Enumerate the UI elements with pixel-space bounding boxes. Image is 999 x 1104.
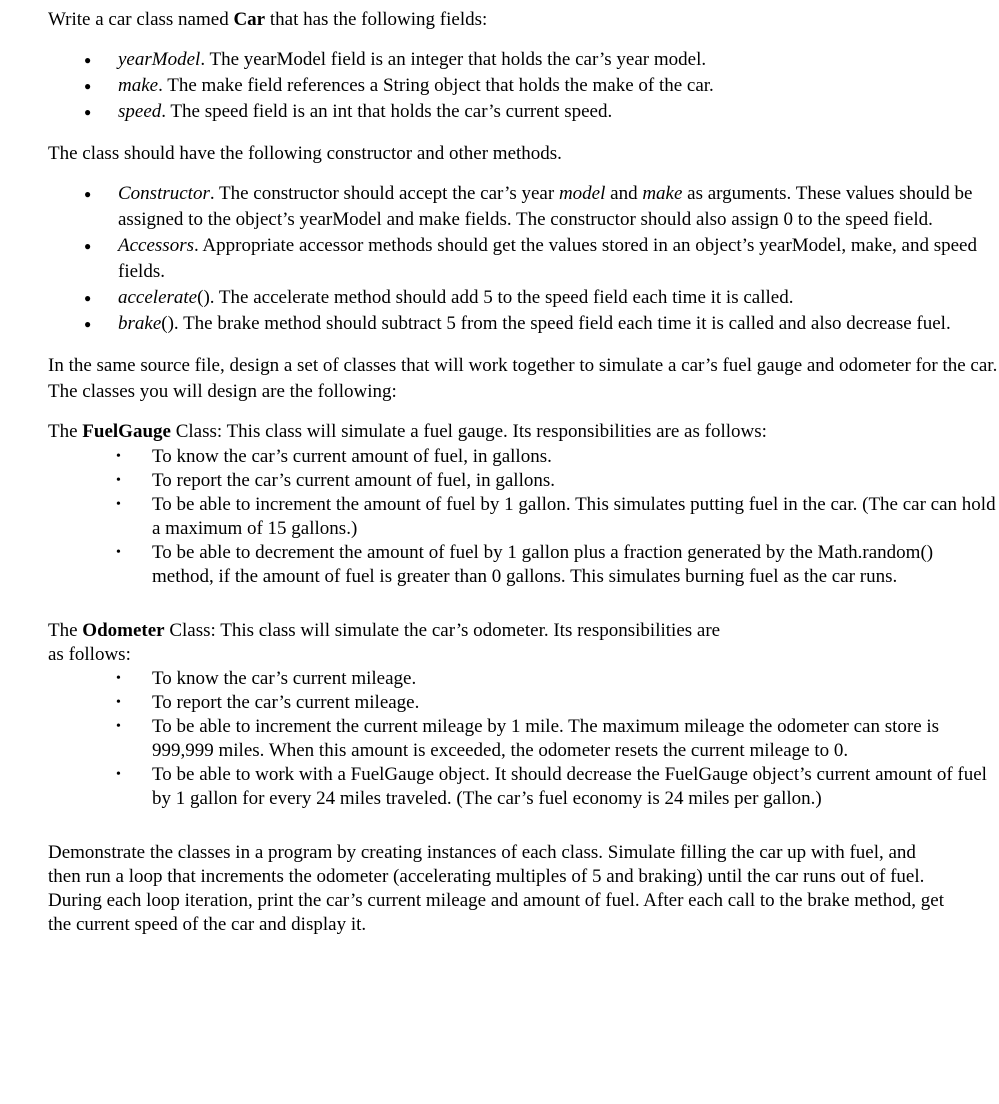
method-text: (). The brake method should subtract 5 from the speed field each time it is called and also decrease fuel.: [161, 313, 951, 334]
bullet: ●: [84, 317, 92, 331]
method-item-accelerate: [48, 285, 999, 311]
bullet: •: [116, 497, 121, 512]
bullet: ●: [84, 187, 92, 201]
method-item-accessors: [48, 233, 999, 285]
field-item-yearmodel: [48, 47, 999, 73]
field-term: speed: [118, 101, 162, 122]
intro-text: Write a car class named: [48, 9, 234, 30]
fuelgauge-list: [48, 445, 999, 589]
method-term: Accessors: [118, 235, 194, 256]
bullet: •: [116, 767, 121, 782]
odometer-item: [48, 763, 999, 811]
field-item-make: [48, 73, 999, 99]
method-text: . The constructor should accept the car’s year: [209, 183, 559, 204]
design-intro: In the same source file, design a set of classes that will work together to simulate a car’s fuel gauge and odometer for the car. The classes you will design are the following:: [48, 355, 998, 402]
field-term: make: [118, 75, 159, 96]
bullet: •: [116, 473, 121, 488]
method-text: as arguments. These values should be assigned to the object’s yearModel and make fields. The constructor should also assign 0 to the speed field.: [118, 183, 973, 230]
bullet: ●: [84, 105, 92, 119]
method-item-constructor: [48, 181, 999, 233]
odometer-class-name: Odometer: [82, 620, 165, 641]
heading-text-end: Class: This class will simulate a fuel gauge. Its responsibilities are as follows:: [170, 421, 767, 442]
bullet: ●: [84, 79, 92, 93]
odometer-heading: [48, 619, 999, 667]
item-text: To be able to decrement the amount of fuel by 1 gallon plus a fraction generated by the Math.random() method, if the amount of fuel is greater than 0 gallons. This simulates burning fuel as the car runs.: [152, 542, 934, 587]
field-item-speed: [48, 99, 999, 125]
field-term: yearModel: [118, 49, 201, 70]
bullet: ●: [84, 291, 92, 305]
heading-text-continued: as follows:: [48, 644, 131, 665]
method-text: and: [605, 183, 643, 204]
odometer-item: [48, 715, 999, 763]
odometer-item: [48, 691, 999, 715]
method-text: (). The accelerate method should add 5 to the speed field each time it is called.: [197, 287, 794, 308]
fuelgauge-heading: [48, 419, 999, 445]
item-text: To be able to increment the amount of fuel by 1 gallon. This simulates putting fuel in the car. (The car can hold a maximum of 15 gallons.): [152, 494, 996, 539]
fuelgauge-item: [48, 541, 999, 589]
heading-text: The: [48, 620, 83, 641]
item-text: To be able to work with a FuelGauge object. It should decrease the FuelGauge object’s current amount of fuel by 1 gallon for every 24 miles traveled. (The car’s fuel economy is 24 miles per gallon.): [152, 764, 987, 809]
bullet: •: [116, 719, 121, 734]
demo-paragraph: Demonstrate the classes in a program by creating instances of each class. Simulate filling the car up with fuel, and then run a loop that increments the odometer (accelerating multiples of 5 and braking) until the car runs out of fuel. During each loop iteration, print the car’s current mileage and amount of fuel. After each call to the brake method, get the current speed of the car and display it.: [48, 842, 945, 935]
intro-text-end: that has the following fields:: [265, 9, 488, 30]
odometer-list: [48, 667, 999, 811]
item-text: To know the car’s current amount of fuel, in gallons.: [152, 446, 552, 467]
heading-text: The: [48, 421, 83, 442]
bullet: ●: [84, 239, 92, 253]
odometer-item: [48, 667, 999, 691]
fuelgauge-item: [48, 493, 999, 541]
method-item-brake: [48, 311, 999, 337]
item-text: To know the car’s current mileage.: [152, 668, 417, 689]
method-term: brake: [118, 313, 162, 334]
field-description: . The yearModel field is an integer that holds the car’s year model.: [200, 49, 707, 70]
fuelgauge-item: [48, 469, 999, 493]
item-text: To report the car’s current amount of fuel, in gallons.: [152, 470, 555, 491]
bullet: •: [116, 695, 121, 710]
intro-paragraph: [48, 7, 999, 33]
item-text: To report the car’s current mileage.: [152, 692, 420, 713]
methods-intro: The class should have the following constructor and other methods.: [48, 143, 562, 164]
method-term: accelerate: [118, 287, 198, 308]
bullet: •: [116, 671, 121, 686]
fuelgauge-item: [48, 445, 999, 469]
method-term-model: model: [558, 183, 606, 204]
field-description: . The speed field is an int that holds the car’s current speed.: [161, 101, 613, 122]
car-class-name: Car: [233, 9, 266, 30]
method-text: . Appropriate accessor methods should get the values stored in an object’s yearModel, make, and speed fields.: [118, 235, 977, 282]
bullet: ●: [84, 53, 92, 67]
method-term: Constructor: [118, 183, 210, 204]
heading-text-end: Class: This class will simulate the car’s odometer. Its responsibilities are: [164, 620, 721, 641]
fields-list: [48, 47, 999, 125]
bullet: •: [116, 545, 121, 560]
item-text: To be able to increment the current mileage by 1 mile. The maximum mileage the odometer can store is 999,999 miles. When this amount is exceeded, the odometer resets the current mileage to 0.: [152, 716, 940, 761]
method-term-make: make: [642, 183, 683, 204]
fuelgauge-class-name: FuelGauge: [82, 421, 171, 442]
bullet: •: [116, 449, 121, 464]
field-description: . The make field references a String object that holds the make of the car.: [158, 75, 714, 96]
methods-list: [48, 181, 999, 337]
